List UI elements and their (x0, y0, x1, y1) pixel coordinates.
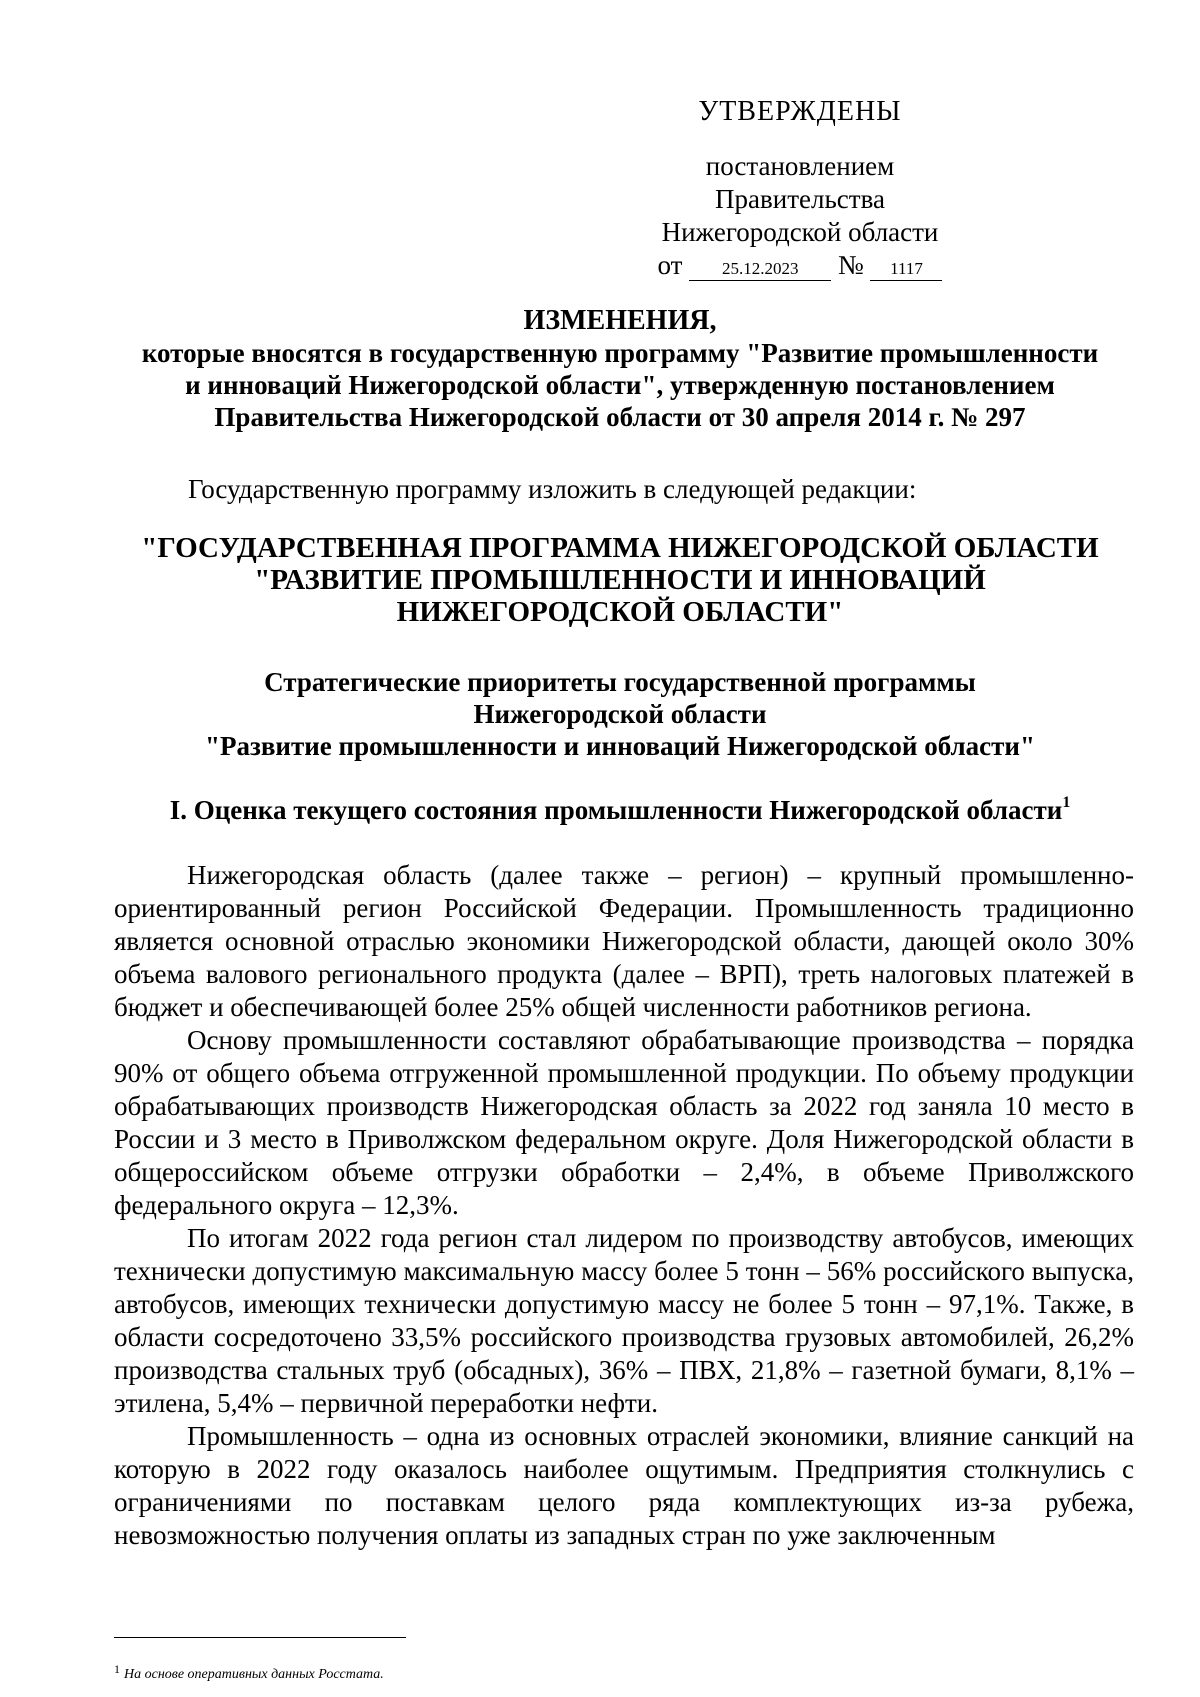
approved-label: УТВЕРЖДЕНЫ (698, 96, 902, 127)
footnote-text: На основе оперативных данных Росстата. (124, 1667, 384, 1682)
body-text (114, 859, 1134, 1552)
number-label: № (837, 250, 864, 280)
program-title-line-2: "РАЗВИТИЕ ПРОМЫШЛЕННОСТИ И ИННОВАЦИЙ (254, 564, 986, 596)
paragraph: Основу промышленности составляют обрабатывающие производства – порядка 90% от общего объема отгруженной промышленной продукции. По объему продукции обрабатывающих производств Нижегородская область за 2022 год заняла 10 место в России и 3 место в Приволжском федеральном округе. Доля Нижегородской области в общероссийском объеме отгрузки обработки – 2,4%, в объеме Приволжского федерального округа – 12,3%. (114, 1025, 1134, 1220)
approval-line-1: постановлением Правительства (705, 151, 895, 214)
title-heading: ИЗМЕНЕНИЯ, (523, 305, 717, 336)
approval-stamp (620, 95, 980, 282)
footnote-mark: 1 (114, 1662, 120, 1676)
title-line-2: и инноваций Нижегородской области", утвержденную постановлением (185, 370, 1055, 400)
approval-date: 25.12.2023 (689, 258, 831, 281)
section-heading (110, 794, 1130, 826)
priorities-heading (110, 666, 1130, 762)
priorities-line-3: "Развитие промышленности и инноваций Нижегородской области" (205, 731, 1035, 761)
approval-date-line (620, 249, 980, 282)
program-title-line-3: НИЖЕГОРОДСКОЙ ОБЛАСТИ" (396, 596, 844, 628)
title-line-1: которые вносятся в государственную программу "Развитие промышленности (141, 338, 1099, 368)
priorities-line-2: Нижегородской области (473, 699, 767, 729)
approval-number: 1117 (870, 258, 942, 281)
paragraph: Промышленность – одна из основных отраслей экономики, влияние санкций на которую в 2022 году оказалось наиболее ощутимым. Предприятия столкнулись с ограничениями по поставкам целого ряда комплектующих из-за рубежа, невозможностью получения оплаты из западных стран по уже заключенным (114, 1421, 1134, 1550)
approval-line-2: Нижегородской области (661, 217, 939, 247)
footnote-divider (114, 1637, 406, 1638)
program-title-line-1: "ГОСУДАРСТВЕННАЯ ПРОГРАММА НИЖЕГОРОДСКОЙ ОБЛАСТИ (141, 532, 1099, 564)
paragraph: Нижегородская область (далее также – регион) – крупный промышленно-ориентированный регион Российской Федерации. Промышленность традиционно является основной отраслью экономики Нижегородской области, дающей около 30% объема валового регионального продукта (далее – ВРП), треть налоговых платежей в бюджет и обеспечивающей более 25% общей численности работников региона. (114, 860, 1134, 1022)
footnote (114, 1660, 384, 1684)
document-title (110, 305, 1130, 433)
program-title (110, 532, 1130, 628)
priorities-line-1: Стратегические приоритеты государственной программы (264, 667, 976, 697)
paragraph: По итогам 2022 года регион стал лидером по производству автобусов, имеющих технически допустимую максимальную массу более 5 тонн – 56% российского выпуска, автобусов, имеющих технически допустимую массу не более 5 тонн – 97,1%. Также, в области сосредоточено 33,5% российского производства грузовых автомобилей, 26,2% производства стальных труб (обсадных), 36% – ПВХ, 21,8% – газетной бумаги, 8,1% – этилена, 5,4% – первичной переработки нефти. (114, 1223, 1134, 1418)
from-label: от (657, 250, 683, 280)
title-line-3: Правительства Нижегородской области от 30 апреля 2014 г. № 297 (214, 402, 1026, 432)
lead-sentence: Государственную программу изложить в следующей редакции: (188, 474, 917, 504)
section-title-text: I. Оценка текущего состояния промышленности Нижегородской области (169, 795, 1063, 825)
footnote-reference: 1 (1062, 794, 1071, 811)
